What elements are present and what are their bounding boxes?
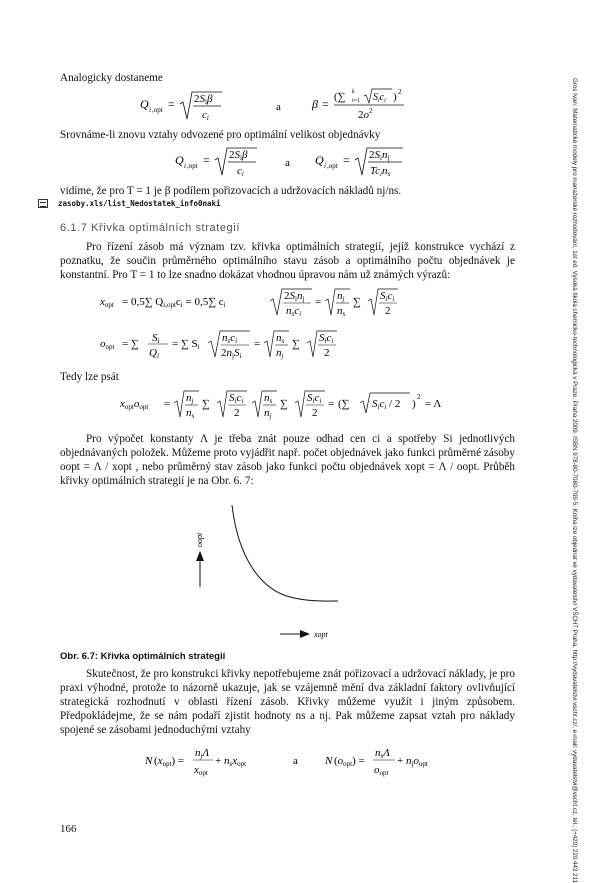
svg-text:β: β bbox=[312, 97, 318, 111]
svg-text:2: 2 bbox=[417, 393, 421, 401]
svg-text:2: 2 bbox=[398, 88, 402, 96]
svg-text:(xopt) =: (xopt) = bbox=[154, 755, 185, 768]
svg-text:2Siβ: 2Siβ bbox=[194, 93, 213, 106]
equation-q-opt-compare bbox=[175, 142, 435, 182]
figure-caption: Obr. 6.7: Křivka optimálních strategií bbox=[60, 651, 226, 662]
svg-text:): ) bbox=[393, 91, 397, 103]
paragraph-lambda: Pro výpočet konstanty Λ je třeba znát pouze odhad cen ci a spotřeby Si jednotlivých objednávaných položek. Můžeme proto vyjádřit např. počet objednávek jako funkci průměrné zásoby oopt = Λ / xopt , nebo průměrný stav zásob jako funkci počtu objednávek xopt = Λ / oopt. Průběh křivky optimálních strategií je na Obr. 6. 7: bbox=[60, 433, 515, 487]
svg-text:,opt: ,opt bbox=[327, 162, 338, 170]
conjunction-a: a bbox=[293, 755, 298, 767]
svg-text:nj: nj bbox=[276, 347, 284, 360]
svg-text:= ∑: = ∑ bbox=[122, 338, 139, 350]
svg-text:N: N bbox=[145, 755, 153, 767]
svg-text:oopt: oopt bbox=[374, 764, 389, 777]
svg-text:i: i bbox=[184, 162, 186, 170]
y-axis-arrowhead bbox=[196, 551, 204, 561]
svg-text:i: i bbox=[324, 162, 326, 170]
svg-text:Sici: $S_ic_i$ bbox=[373, 92, 386, 104]
svg-text:2o2: $2o^2$ bbox=[358, 107, 373, 121]
svg-text:2: 2 bbox=[324, 347, 330, 359]
svg-text:nj: nj bbox=[186, 392, 194, 405]
svg-text:(oopt) =: (oopt) = bbox=[334, 755, 365, 768]
svg-text:= 0,5∑ Qi,optci = 0,5∑ ci: = 0,5∑ Qi,optci = 0,5∑ ci bbox=[122, 296, 226, 309]
svg-text:i=1: i=1 bbox=[352, 98, 361, 104]
svg-text:∑: ∑ bbox=[353, 296, 361, 308]
svg-text:= ∑ Si: = ∑ Si bbox=[172, 338, 200, 351]
svg-text:xopt: xopt bbox=[194, 764, 208, 777]
svg-text:=: = bbox=[343, 153, 350, 167]
equation-x-opt-o-opt bbox=[100, 285, 460, 365]
svg-text:i: i bbox=[149, 106, 151, 114]
svg-text:njΛ: njΛ bbox=[195, 747, 210, 760]
svg-text:=: = bbox=[315, 296, 322, 308]
svg-text:oopt: oopt bbox=[100, 338, 115, 351]
optimal-strategies-curve bbox=[232, 505, 338, 601]
svg-text:2: 2 bbox=[385, 305, 391, 317]
svg-text:(∑: (∑ bbox=[334, 91, 346, 103]
x-axis-arrowhead bbox=[300, 630, 310, 638]
svg-text:xopt: xopt bbox=[100, 296, 114, 309]
svg-text:nsΛ: nsΛ bbox=[375, 747, 390, 760]
svg-text:(∑: (∑ bbox=[338, 398, 350, 410]
spreadsheet-file-icon[interactable] bbox=[38, 199, 48, 208]
svg-text:=: = bbox=[254, 338, 261, 350]
svg-text:Sici: Sici bbox=[380, 290, 395, 303]
paragraph-thus: Tedy lze psát bbox=[60, 371, 119, 383]
svg-text:a: a bbox=[276, 101, 281, 113]
svg-text:Sici: Sici bbox=[229, 392, 244, 405]
svg-text:nsci: nsci bbox=[286, 305, 302, 318]
svg-text:2: 2 bbox=[312, 407, 318, 419]
svg-text:): ) bbox=[412, 398, 416, 410]
svg-text:xoptoopt: xoptoopt bbox=[120, 398, 149, 411]
svg-text:+ nsxopt: + nsxopt bbox=[215, 755, 247, 768]
section-title: 6.1.7 Křivka optimálních strategií bbox=[60, 222, 240, 234]
svg-text:nj: nj bbox=[264, 407, 272, 420]
svg-text:nj: nj bbox=[337, 290, 345, 303]
svg-text:nsci: nsci bbox=[222, 332, 238, 345]
equation-product-lambda bbox=[120, 385, 480, 425]
spreadsheet-link[interactable]: zasoby.xls/list_Nedostatek_info0naki bbox=[58, 199, 221, 208]
svg-text:Qi: Qi bbox=[149, 347, 159, 360]
y-axis-label: oopt bbox=[195, 532, 204, 547]
svg-text:+ njoopt: + njoopt bbox=[397, 755, 428, 768]
svg-text:2Sinj: 2Sinj bbox=[284, 290, 305, 303]
svg-text:ns: ns bbox=[186, 407, 195, 420]
svg-text:Si: Si bbox=[152, 332, 160, 345]
equation-costs bbox=[145, 742, 465, 782]
svg-text:=: = bbox=[328, 398, 335, 410]
svg-text:Q: Q bbox=[140, 97, 149, 111]
svg-text:2Siβ: 2Siβ bbox=[229, 149, 248, 162]
svg-text:N: N bbox=[325, 755, 333, 767]
svg-text:=: = bbox=[322, 97, 329, 111]
svg-text:Sici: Sici bbox=[307, 392, 322, 405]
svg-text:2Sinj: 2Sinj bbox=[369, 149, 390, 162]
svg-text:=: = bbox=[168, 97, 175, 111]
svg-text:Tcins: Tcins bbox=[370, 165, 391, 178]
svg-text:Q: Q bbox=[315, 153, 324, 167]
svg-text:Sici: Sici bbox=[319, 332, 334, 345]
svg-text:ns: ns bbox=[264, 392, 273, 405]
x-axis-label: xopt bbox=[314, 630, 328, 639]
svg-text:,opt: ,opt bbox=[187, 162, 198, 170]
svg-text:Sici / 2: Sici / 2 bbox=[372, 398, 401, 411]
svg-text:= Λ: = Λ bbox=[425, 398, 442, 410]
svg-text:∑: ∑ bbox=[280, 398, 288, 410]
svg-text:∑: ∑ bbox=[202, 398, 210, 410]
svg-text:ns: ns bbox=[276, 332, 285, 345]
page-number: 166 bbox=[60, 823, 77, 835]
svg-text:∑: ∑ bbox=[292, 338, 300, 350]
paragraph-intro: Pro řízení zásob má význam tzv. křivka optimálních strategií, jejíž konstrukce vychází z poznatku, že součin průměrného optimálního stavu zásob a optimálního počtu objednávek je konstantní. Pro T = 1 to lze snadno dokázat vhodnou úpravou nám už známých výrazů: bbox=[60, 241, 515, 281]
svg-text:2njSi: 2njSi bbox=[221, 347, 242, 360]
svg-text:ci: ci bbox=[202, 109, 209, 122]
svg-text:k: k bbox=[352, 89, 355, 95]
svg-text:=: = bbox=[164, 398, 171, 410]
paragraph-reality: Skutečnost, že pro konstrukci křivky nepotřebujeme znát pořizovací a udržovací náklady, je pro praxi výhodné, protože to názorně ukazuje, jak se vzájemně mění dva základní faktory ovlivňující strategická rozhodnutí v oblasti řízení zásob. Křivky můžeme využít i jiným způsobem. Předpokládejme, že se nám podaří zjistit hodnoty ns a nj. Pak můžeme zapsat vztah pro náklady spojené se zásobami jednoduchými vztahy bbox=[60, 668, 515, 736]
svg-text:ci: ci bbox=[237, 165, 244, 178]
svg-text:2: 2 bbox=[234, 407, 240, 419]
paragraph-analogically: Analogicky dostaneme bbox=[60, 72, 163, 84]
svg-text:ns: ns bbox=[337, 305, 346, 318]
paragraph-we-see: vidíme, že pro T = 1 je β podílem pořizovacích a udržovacích nákladů nj/ns. bbox=[60, 185, 402, 197]
side-citation: Gros Ivan: Matematické modely pro manažerské rozhodování, 1st ed. Vysoká škola chemicko-technologická v Praze, Praha 2009. ISBN 978-80-7080-709-5. Kniha lze objednat ve vydavatelství VŠCHT Praha, http://vydavatelstvi.vscht.cz/, e-mail: vydavatelstvi@vscht.cz, tel.: (+420) 220 443 211 bbox=[571, 78, 578, 883]
svg-text:=: = bbox=[203, 153, 210, 167]
optimal-strategies-figure bbox=[180, 497, 360, 645]
paragraph-compare: Srovnáme-li znovu vztahy odvozené pro optimální velikost objednávky bbox=[60, 129, 381, 141]
equation-q-opt-beta bbox=[140, 86, 440, 126]
svg-text:Q: Q bbox=[175, 153, 184, 167]
svg-text:,opt: ,opt bbox=[152, 106, 163, 114]
svg-text:a: a bbox=[285, 157, 290, 169]
